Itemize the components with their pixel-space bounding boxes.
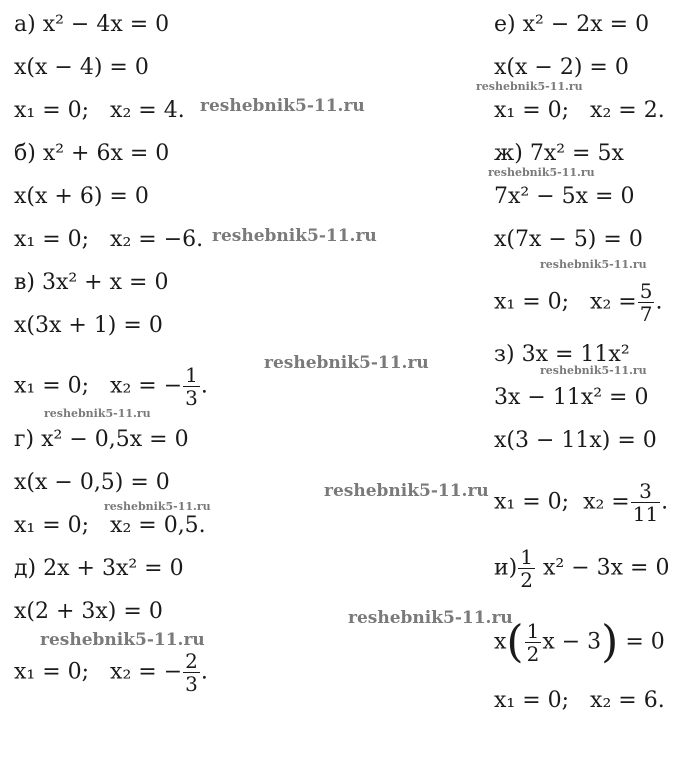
equation: x² − 4x = 0: [42, 12, 170, 37]
task-label: д): [14, 556, 37, 581]
watermark: reshebnik5-11.ru: [540, 364, 647, 377]
task-label: б): [14, 141, 36, 166]
watermark: reshebnik5-11.ru: [488, 166, 595, 179]
task-label: з): [494, 342, 515, 367]
task-g-roots: [14, 513, 206, 539]
watermark: reshebnik5-11.ru: [40, 630, 205, 650]
task-d-factored: x(2 + 3x) = 0: [14, 599, 163, 624]
watermark: reshebnik5-11.ru: [264, 353, 429, 373]
task-z-roots: x₁ = 0; x₂ = $\frac{3}{11}$ .: [494, 479, 669, 526]
task-zh-roots: x₁ = 0; x₂ = $\frac{5}{7}$ .: [494, 279, 663, 326]
root-2: x₂ = 6.: [590, 688, 665, 713]
root-2: x₂ = 0,5.: [110, 513, 206, 538]
equation: x² + 6x = 0: [42, 141, 170, 166]
fraction: $\frac{1}{3}$: [185, 363, 198, 410]
task-b-factored: x(x + 6) = 0: [14, 184, 149, 209]
fraction: $\frac{3}{11}$: [632, 479, 659, 526]
equation: x² − 3x = 0: [542, 555, 670, 581]
task-d-equation: [14, 556, 184, 582]
root-2-prefix: x₂ = −: [110, 659, 183, 685]
fraction: $\frac{2}{3}$: [185, 649, 198, 696]
root-1: x₁ = 0;: [14, 659, 90, 685]
left-paren: (: [506, 616, 524, 668]
task-g-factored: x(x − 0,5) = 0: [14, 470, 170, 495]
task-v-factored: x(3x + 1) = 0: [14, 313, 163, 338]
root-1: x₁ = 0;: [14, 98, 90, 123]
task-zh-equation: [494, 141, 624, 167]
equation: 7x² = 5x: [529, 141, 624, 166]
task-b-roots: [14, 227, 203, 253]
task-i-factored: x( $\frac{1}{2}$ x − 3) = 0: [494, 616, 665, 668]
task-label: и): [494, 555, 518, 581]
root-2: x₂ = 4.: [110, 98, 185, 123]
task-d-roots: x₁ = 0; x₂ = − $\frac{2}{3}$ .: [14, 649, 208, 696]
root-1: x₁ = 0;: [14, 513, 90, 538]
task-a-equation: [14, 12, 169, 38]
root-1: x₁ = 0;: [494, 489, 570, 515]
task-label: е): [494, 12, 516, 37]
watermark: reshebnik5-11.ru: [348, 608, 513, 628]
root-1: x₁ = 0;: [14, 373, 90, 399]
root-1: x₁ = 0;: [494, 688, 570, 713]
root-2: x₂ = 2.: [590, 98, 665, 123]
task-a-factored: x(x − 4) = 0: [14, 55, 149, 80]
right-paren: ): [601, 616, 619, 668]
task-a-roots: [14, 98, 185, 124]
root-2: x₂ = −6.: [110, 227, 204, 252]
watermark: reshebnik5-11.ru: [44, 407, 151, 420]
root-2-prefix: x₂ =: [583, 489, 630, 515]
equation: x² − 0,5x = 0: [41, 427, 189, 452]
task-i-roots: [494, 688, 665, 714]
task-b-equation: [14, 141, 169, 167]
watermark: reshebnik5-11.ru: [104, 500, 211, 513]
task-e-equation: [494, 12, 649, 38]
task-label: г): [14, 427, 35, 452]
task-zh-factored: x(7x − 5) = 0: [494, 227, 643, 252]
watermark: reshebnik5-11.ru: [540, 258, 647, 271]
task-label: ж): [494, 141, 523, 166]
watermark: reshebnik5-11.ru: [324, 481, 489, 501]
task-g-equation: [14, 427, 189, 453]
task-i-equation: [494, 546, 669, 591]
watermark: reshebnik5-11.ru: [212, 226, 377, 246]
root-2-prefix: x₂ = −: [110, 373, 183, 399]
fraction: $\frac{1}{2}$: [526, 619, 540, 666]
root-1: x₁ = 0;: [494, 98, 570, 123]
task-z-factored: x(3 − 11x) = 0: [494, 428, 657, 453]
task-label: в): [14, 270, 35, 295]
task-v-roots: x₁ = 0; x₂ = − $\frac{1}{3}$ .: [14, 363, 208, 410]
equation: 3x² + x = 0: [41, 270, 169, 295]
watermark: reshebnik5-11.ru: [200, 96, 365, 116]
task-z-step: 3x − 11x² = 0: [494, 385, 649, 410]
task-label: а): [14, 12, 36, 37]
equation: 2x + 3x² = 0: [43, 556, 184, 581]
root-2-prefix: x₂ =: [590, 289, 637, 315]
root-1: x₁ = 0;: [14, 227, 90, 252]
fraction: $\frac{5}{7}$: [639, 279, 653, 326]
task-v-equation: [14, 270, 168, 296]
root-1: x₁ = 0;: [494, 289, 570, 315]
watermark: reshebnik5-11.ru: [476, 80, 583, 93]
equation: x² − 2x = 0: [522, 12, 650, 37]
task-e-factored: x(x − 2) = 0: [494, 55, 629, 80]
equation: 3x = 11x²: [521, 342, 630, 367]
fraction: $\frac{1}{2}$: [520, 545, 533, 592]
task-e-roots: [494, 98, 665, 124]
task-zh-step: 7x² − 5x = 0: [494, 184, 635, 209]
